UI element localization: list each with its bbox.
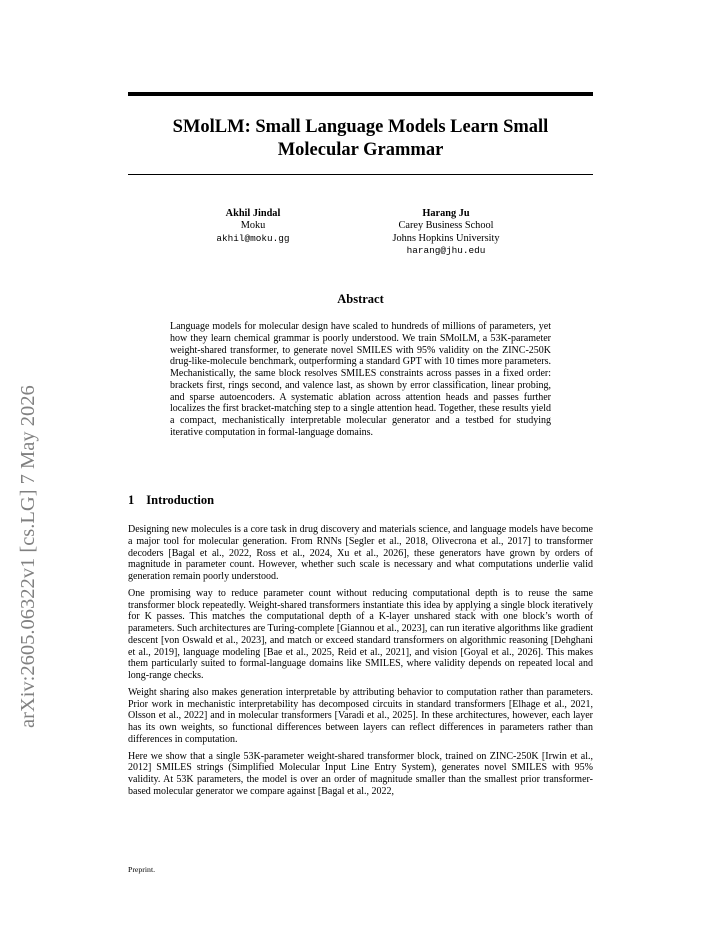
abstract-text: Language models for molecular design have scaled to hundreds of millions of parameters, yet how they learn chemical grammar is poorly understood. We train SMolLM, a 53K-parameter weight-shared transformer, to generate novel SMILES with 95% validity on the ZINC-250K drug-like-molecule benchmark, outperforming a standard GPT with 10 times more parameters. Mechanistically, the same block resolves SMILES constraints across passes in a fixed order: brackets first, rings second, and valence last, as shown by error classification, linear probing, and sparse autoencoders. A systematic ablation across attention heads and passes further localizes the first bracket-matching step to a single attention head. Together, these results yield a compact, mechanistically interpretable molecular generator and a testbed for studying iterative computation in formal-language domains.: [170, 321, 551, 438]
title-line-2: Molecular Grammar: [277, 140, 444, 160]
paragraph: Weight sharing also makes generation interpretable by attributing behavior to computation rather than parameters. Prior work in mechanistic interpretability has decomposed circuits in standard transformers [Elhage et al., 2021, Olsson et al., 2022] and in molecular transformers [Varadi et al., 2025]. In these architectures, however, each layer has its own weights, so functional differences between layers can reflect differences in parameters rather than differences in computation.: [128, 686, 593, 745]
author-affiliation: Carey Business School: [398, 220, 494, 232]
author-block-1: [198, 208, 308, 245]
paper-title: [128, 116, 593, 162]
section-title: Introduction: [146, 493, 215, 507]
section-number: 1: [128, 493, 135, 507]
author-email[interactable]: akhil@moku.gg: [216, 232, 290, 244]
arxiv-stamp: arXiv:2605.06322v1 [cs.LG] 7 May 2026: [17, 385, 39, 728]
preprint-footer: Preprint.: [128, 865, 156, 874]
section-body: [128, 524, 593, 803]
title-bottom-rule: [128, 174, 593, 175]
author-affiliation-2: Johns Hopkins University: [392, 232, 500, 244]
paragraph: One promising way to reduce parameter count without reducing computational depth is to reuse the same transformer block repeatedly. Weight-shared transformers instantiate this idea by applying a single block iteratively for K passes. This matches the computational depth of a K-layer unshared stack with one block’s worth of parameters. Such architectures are Turing-complete [Giannou et al., 2023], can run iterative algorithms like gradient descent [von Oswald et al., 2023], and match or exceed standard transformers on algorithmic reasoning [Dehghani et al., 2019], language modeling [Bae et al., 2025, Reid et al., 2021], and vision [Goyal et al., 2026]. This makes them particularly suited to formal-language domains like SMILES, where validity depends on repeated local and long-range checks.: [128, 587, 593, 681]
author-block-2: [376, 208, 516, 258]
paragraph: Here we show that a single 53K-parameter weight-shared transformer block, trained on ZINC-250K [Irwin et al., 2012] SMILES strings (Simplified Molecular Input Line Entry System), generates novel SMILES with 95% validity. At 53K parameters, the model is over an order of magnitude smaller than the smallest prior transformer-based molecular generator we compare against [Bagal et al., 2022,: [128, 750, 593, 797]
author-email[interactable]: harang@jhu.edu: [406, 245, 486, 257]
paragraph: Designing new molecules is a core task in drug discovery and materials science, and language models have become a major tool for molecular generation. From RNNs [Segler et al., 2018, Olivecrona et al., 2017] to transformer decoders [Bagal et al., 2022, Ross et al., 2024, Xu et al., 2026], these generators have grown by orders of magnitude in parameter count. However, whether such scale is necessary and what computations underlie valid generation remain poorly understood.: [128, 524, 593, 582]
author-name: Harang Ju: [422, 208, 470, 219]
title-top-rule: [128, 92, 593, 96]
author-affiliation: Moku: [240, 220, 266, 232]
abstract-heading: Abstract: [337, 292, 384, 306]
title-line-1: SMolLM: Small Language Models Learn Small: [172, 117, 549, 137]
section-heading: [128, 493, 214, 508]
author-name: Akhil Jindal: [225, 208, 281, 219]
